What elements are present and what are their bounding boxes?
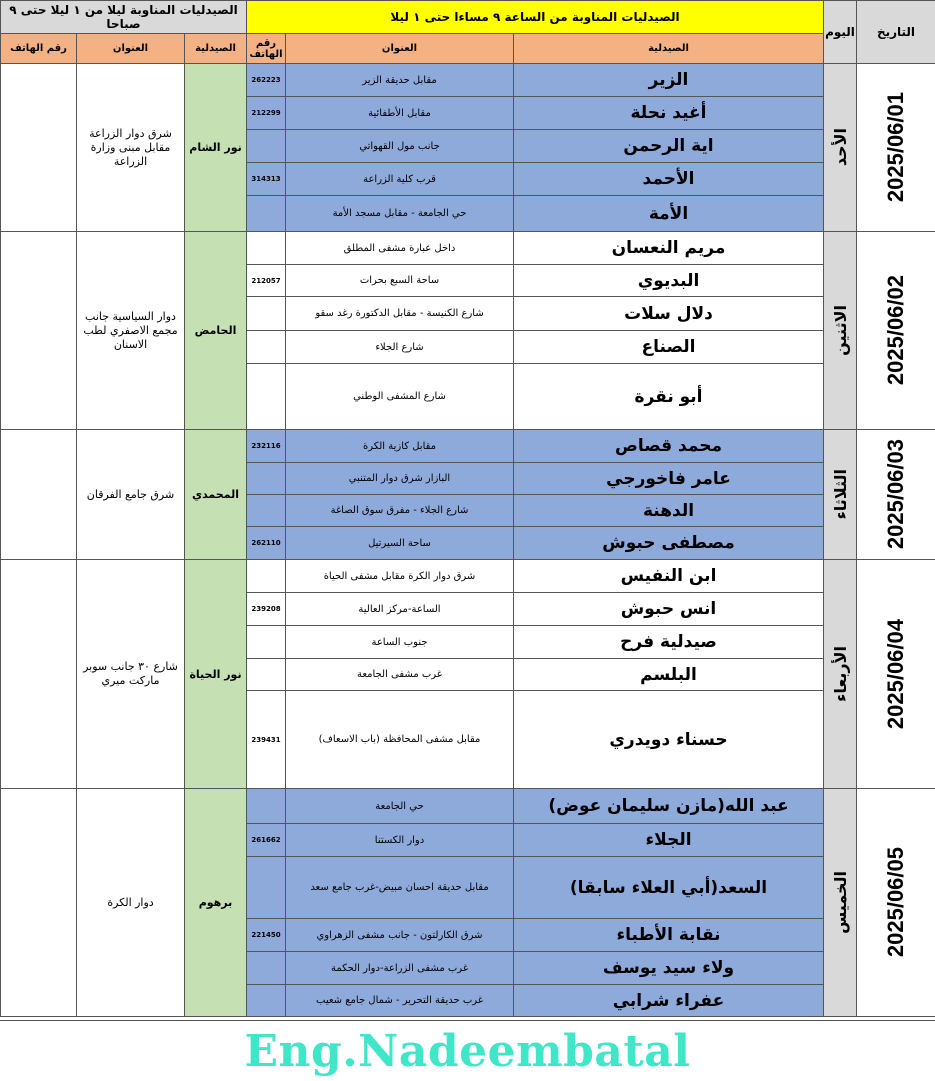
pharmacy-name-cell-text: اية الرحمن (623, 136, 714, 156)
night-pharmacy-cell (184, 429, 247, 560)
pharmacy-name-cell-text: الصناع (641, 337, 696, 357)
pharmacy-name-cell (513, 494, 824, 527)
day-cell (823, 559, 857, 789)
date-cell (856, 231, 935, 430)
phone-cell (246, 984, 286, 1017)
pharmacy-name-cell-text: السعد(أبي العلاء سابقا) (569, 877, 768, 898)
phone-cell (246, 625, 286, 659)
date-cell (856, 559, 935, 789)
night-pharmacy-header-text: الصيدلية (195, 43, 236, 54)
pharmacy-name-cell-text: عامر فاخورجي (606, 468, 731, 489)
evening-shift-title (246, 0, 824, 34)
address-cell (285, 658, 514, 691)
night-address-cell-text: دوار الكرة (107, 895, 154, 909)
pharmacy-name-cell-text: مصطفى حبوش (602, 533, 735, 553)
phone-header (246, 33, 286, 64)
address-cell (285, 951, 514, 985)
night-pharmacy-cell (184, 231, 247, 430)
pharmacy-name-cell-text: نقابة الأطباء (616, 925, 721, 945)
phone-cell-text: 262223 (251, 76, 281, 84)
address-cell-text: دوار الكستنا (374, 834, 425, 846)
address-cell-text: شارع الكنيسة - مقابل الدكتورة رغد سقو (315, 308, 484, 319)
night-address-cell-text: دوار السياسية جانب مجمع الاصفري لطب الاسنان (83, 309, 178, 351)
pharmacy-name-cell-text: دلال سلات (624, 303, 713, 324)
day-label: الاثنين (830, 305, 850, 356)
pharmacy-name-cell-text: الأحمد (642, 169, 695, 189)
address-cell (285, 162, 514, 196)
night-phone-cell (0, 429, 77, 560)
day-cell (823, 63, 857, 232)
phone-cell (246, 231, 286, 265)
pharmacy-name-cell-text: أغيد نحلة (630, 103, 707, 123)
phone-cell (246, 658, 286, 691)
night-pharmacy-cell (184, 788, 247, 1017)
pharmacy-name-cell (513, 951, 824, 985)
night-address-cell-text: شرق دوار الزراعة مقابل مبنى وزارة الزراعة (89, 126, 172, 168)
pharmacy-header (513, 33, 824, 64)
date-column-header-text: التاريخ (876, 25, 916, 39)
address-header (285, 33, 514, 64)
pharmacy-name-cell (513, 195, 824, 232)
address-cell-text: قرب كلية الزراعة (363, 173, 436, 185)
pharmacy-name-cell (513, 462, 824, 495)
pharmacy-name-cell-text: البديوي (637, 270, 700, 291)
night-pharmacy-cell-text: المحمدي (192, 488, 240, 501)
address-cell-text: شارع المشفى الوطني (353, 391, 446, 402)
day-label: الأحد (830, 128, 850, 167)
address-cell (285, 823, 514, 857)
night-phone-cell (0, 559, 77, 789)
pharmacy-name-cell-text: حسناء دويدري (609, 729, 728, 750)
pharmacy-name-cell-text: صيدلية فرح (620, 632, 717, 652)
address-cell-text: شارع الجلاء (375, 341, 424, 353)
address-cell-text: غرب مشفى الزراعة-دوار الحكمة (330, 962, 469, 974)
day-label: الخميس (830, 871, 850, 934)
night-address-header (76, 33, 185, 64)
phone-cell (246, 195, 286, 232)
pharmacy-name-cell (513, 592, 824, 626)
address-cell (285, 296, 514, 331)
address-cell-text: حي الجامعة - مقابل مسجد الأمة (332, 208, 467, 219)
night-address-cell (76, 429, 185, 560)
pharmacy-name-cell (513, 264, 824, 297)
address-cell (285, 231, 514, 265)
address-cell (285, 625, 514, 659)
day-cell (823, 429, 857, 560)
address-cell (285, 984, 514, 1017)
phone-cell-text: 232116 (251, 442, 281, 450)
address-cell-text: شرق الكارلتون - جانب مشفى الزهراوي (316, 929, 483, 941)
address-header-text: العنوان (381, 43, 418, 54)
pharmacy-name-cell (513, 658, 824, 691)
phone-cell (246, 162, 286, 196)
night-address-cell (76, 788, 185, 1017)
phone-cell-text: 314313 (251, 175, 281, 183)
pharmacy-name-cell-text: عبد الله(مازن سليمان عوض) (548, 796, 789, 816)
night-address-header-text: العنوان (112, 43, 149, 54)
date-cell (856, 429, 935, 560)
pharmacy-name-cell-text: محمد قصاص (614, 436, 723, 456)
pharmacy-name-cell (513, 363, 824, 430)
address-cell (285, 690, 514, 789)
address-cell-text: مقابل حديقة احسان مبيض-غرب جامع سعد (310, 882, 489, 893)
address-cell-text: جنوب الساعة (371, 636, 428, 648)
pharmacy-name-cell (513, 823, 824, 857)
pharmacy-name-cell (513, 526, 824, 560)
pharmacy-name-cell (513, 330, 824, 364)
night-address-cell-text: شارع ٣٠ جانب سوبر ماركت ميري (83, 660, 178, 687)
night-pharmacy-cell-text: نور الحياة (189, 667, 242, 681)
night-pharmacy-header (184, 33, 247, 64)
pharmacy-name-cell-text: أبو نقرة (634, 386, 703, 407)
night-address-cell-text: شرق جامع الفرقان (86, 487, 175, 501)
date-label: 2025/06/03 (883, 439, 908, 550)
phone-cell (246, 129, 286, 163)
phone-cell-text: 212057 (251, 276, 281, 285)
night-pharmacy-cell-text: نور الشام (189, 141, 242, 154)
pharmacy-name-cell (513, 63, 824, 97)
pharmacy-name-cell-text: ابن النفيس (620, 566, 717, 586)
pharmacy-name-cell-text: عفراء شرابي (612, 990, 725, 1011)
address-cell (285, 592, 514, 626)
address-cell-text: البازار شرق دوار المتنبي (348, 473, 451, 484)
address-cell (285, 129, 514, 163)
night-address-cell (76, 231, 185, 430)
phone-cell (246, 788, 286, 824)
address-cell (285, 462, 514, 495)
night-phone-cell (0, 63, 77, 232)
pharmacy-name-cell (513, 429, 824, 463)
address-cell-text: غرب حديقة التحرير - شمال جامع شعيب (316, 995, 484, 1006)
date-label: 2025/06/05 (883, 847, 908, 958)
night-phone-header-text: رقم الهاتف (10, 43, 67, 54)
night-phone-cell (0, 788, 77, 1017)
pharmacy-name-cell-text: الدهنة (642, 500, 695, 521)
address-cell (285, 788, 514, 824)
pharmacy-name-cell (513, 162, 824, 196)
author-watermark: Eng.Nadeembatal (0, 1020, 935, 1081)
phone-cell (246, 526, 286, 560)
phone-cell (246, 592, 286, 626)
pharmacy-name-cell (513, 918, 824, 952)
address-cell-text: مقابل كازية الكرة (362, 440, 437, 452)
address-cell (285, 264, 514, 297)
date-cell (856, 63, 935, 232)
night-pharmacy-cell-text: برهوم (198, 896, 233, 909)
pharmacy-name-cell-text: الزير (648, 70, 689, 90)
date-label: 2025/06/01 (883, 92, 908, 203)
address-cell-text: مقابل حديقة الزير (362, 74, 437, 86)
pharmacy-name-cell (513, 96, 824, 130)
pharmacy-name-cell (513, 856, 824, 919)
phone-header-text: رقم الهاتف (249, 37, 283, 60)
address-cell-text: شرق دوار الكرة مقابل مشفى الحياة (323, 570, 476, 582)
phone-cell (246, 690, 286, 789)
pharmacy-name-cell (513, 690, 824, 789)
night-shift-title-text: الصيدليات المناوبة ليلا من ١ ليلا حتى ٩ صباحا (9, 3, 238, 31)
day-column-header (823, 0, 857, 64)
address-cell (285, 918, 514, 952)
day-column-header-text: اليوم (825, 25, 855, 39)
pharmacy-name-cell-text: مريم النعسان (611, 238, 726, 258)
phone-cell (246, 330, 286, 364)
address-cell-text: شارع الجلاء - مفرق سوق الصاغة (330, 505, 469, 516)
day-label: الأربعاء (830, 646, 850, 702)
pharmacy-name-cell-text: ولاء سيد يوسف (602, 958, 735, 978)
address-cell (285, 330, 514, 364)
phone-cell-text: 262110 (251, 539, 281, 547)
phone-cell (246, 96, 286, 130)
pharmacy-name-cell-text: الأمة (648, 203, 689, 224)
pharmacy-name-cell (513, 625, 824, 659)
pharmacy-name-cell (513, 559, 824, 593)
address-cell (285, 856, 514, 919)
address-cell-text: حي الجامعة (375, 800, 424, 812)
pharmacy-name-cell (513, 231, 824, 265)
night-address-cell (76, 63, 185, 232)
address-cell (285, 96, 514, 130)
phone-cell (246, 918, 286, 952)
phone-cell (246, 951, 286, 985)
address-cell (285, 363, 514, 430)
date-label: 2025/06/04 (883, 618, 908, 730)
phone-cell (246, 264, 286, 297)
address-cell-text: جانب مول القهواتي (359, 140, 440, 152)
address-cell (285, 429, 514, 463)
pharmacy-header-text: الصيدلية (648, 43, 689, 54)
address-cell (285, 195, 514, 232)
day-label: الثلاثاء (830, 469, 850, 520)
day-cell (823, 788, 857, 1017)
night-pharmacy-cell (184, 63, 247, 232)
night-address-cell (76, 559, 185, 789)
phone-cell (246, 856, 286, 919)
phone-cell (246, 296, 286, 331)
date-label: 2025/06/02 (883, 275, 908, 386)
phone-cell (246, 63, 286, 97)
night-pharmacy-cell-text: الحامض (194, 324, 237, 337)
day-cell (823, 231, 857, 430)
phone-cell-text: 239208 (251, 605, 281, 613)
address-cell (285, 559, 514, 593)
pharmacy-name-cell-text: الجلاء (645, 830, 692, 850)
address-cell (285, 526, 514, 560)
address-cell-text: ساحة السبع بحرات (359, 275, 440, 286)
pharmacy-name-cell-text: البلسم (640, 664, 697, 685)
pharmacy-name-cell (513, 129, 824, 163)
address-cell-text: غرب مشفى الجامعة (356, 669, 443, 680)
address-cell-text: ساحة السيرتيل (368, 537, 431, 549)
phone-cell-text: 221450 (251, 931, 281, 939)
phone-cell (246, 823, 286, 857)
address-cell (285, 63, 514, 97)
date-column-header (856, 0, 935, 64)
evening-shift-title-text: الصيدليات المناوبة من الساعة ٩ مساءا حتى ١ ليلا (390, 10, 680, 24)
night-pharmacy-cell (184, 559, 247, 789)
pharmacy-name-cell (513, 296, 824, 331)
phone-cell (246, 363, 286, 430)
phone-cell-text: 261662 (251, 836, 281, 844)
phone-cell-text: 212299 (251, 109, 281, 117)
pharmacy-name-cell (513, 984, 824, 1017)
phone-cell-text: 239431 (251, 735, 281, 744)
phone-cell (246, 429, 286, 463)
phone-cell (246, 462, 286, 495)
night-phone-cell (0, 231, 77, 430)
pharmacy-name-cell-text: انس حبوش (620, 599, 717, 619)
phone-cell (246, 559, 286, 593)
address-cell (285, 494, 514, 527)
address-cell-text: الساعة-مركز العالية (358, 603, 441, 615)
phone-cell (246, 494, 286, 527)
night-shift-title (0, 0, 247, 34)
night-phone-header (0, 33, 77, 64)
address-cell-text: داخل عبارة مشفى المطلق (343, 242, 456, 254)
pharmacy-name-cell (513, 788, 824, 824)
address-cell-text: مقابل مشفى المحافظة (باب الاسعاف) (318, 734, 481, 745)
date-cell (856, 788, 935, 1017)
address-cell-text: مقابل الأطفائية (368, 107, 431, 119)
